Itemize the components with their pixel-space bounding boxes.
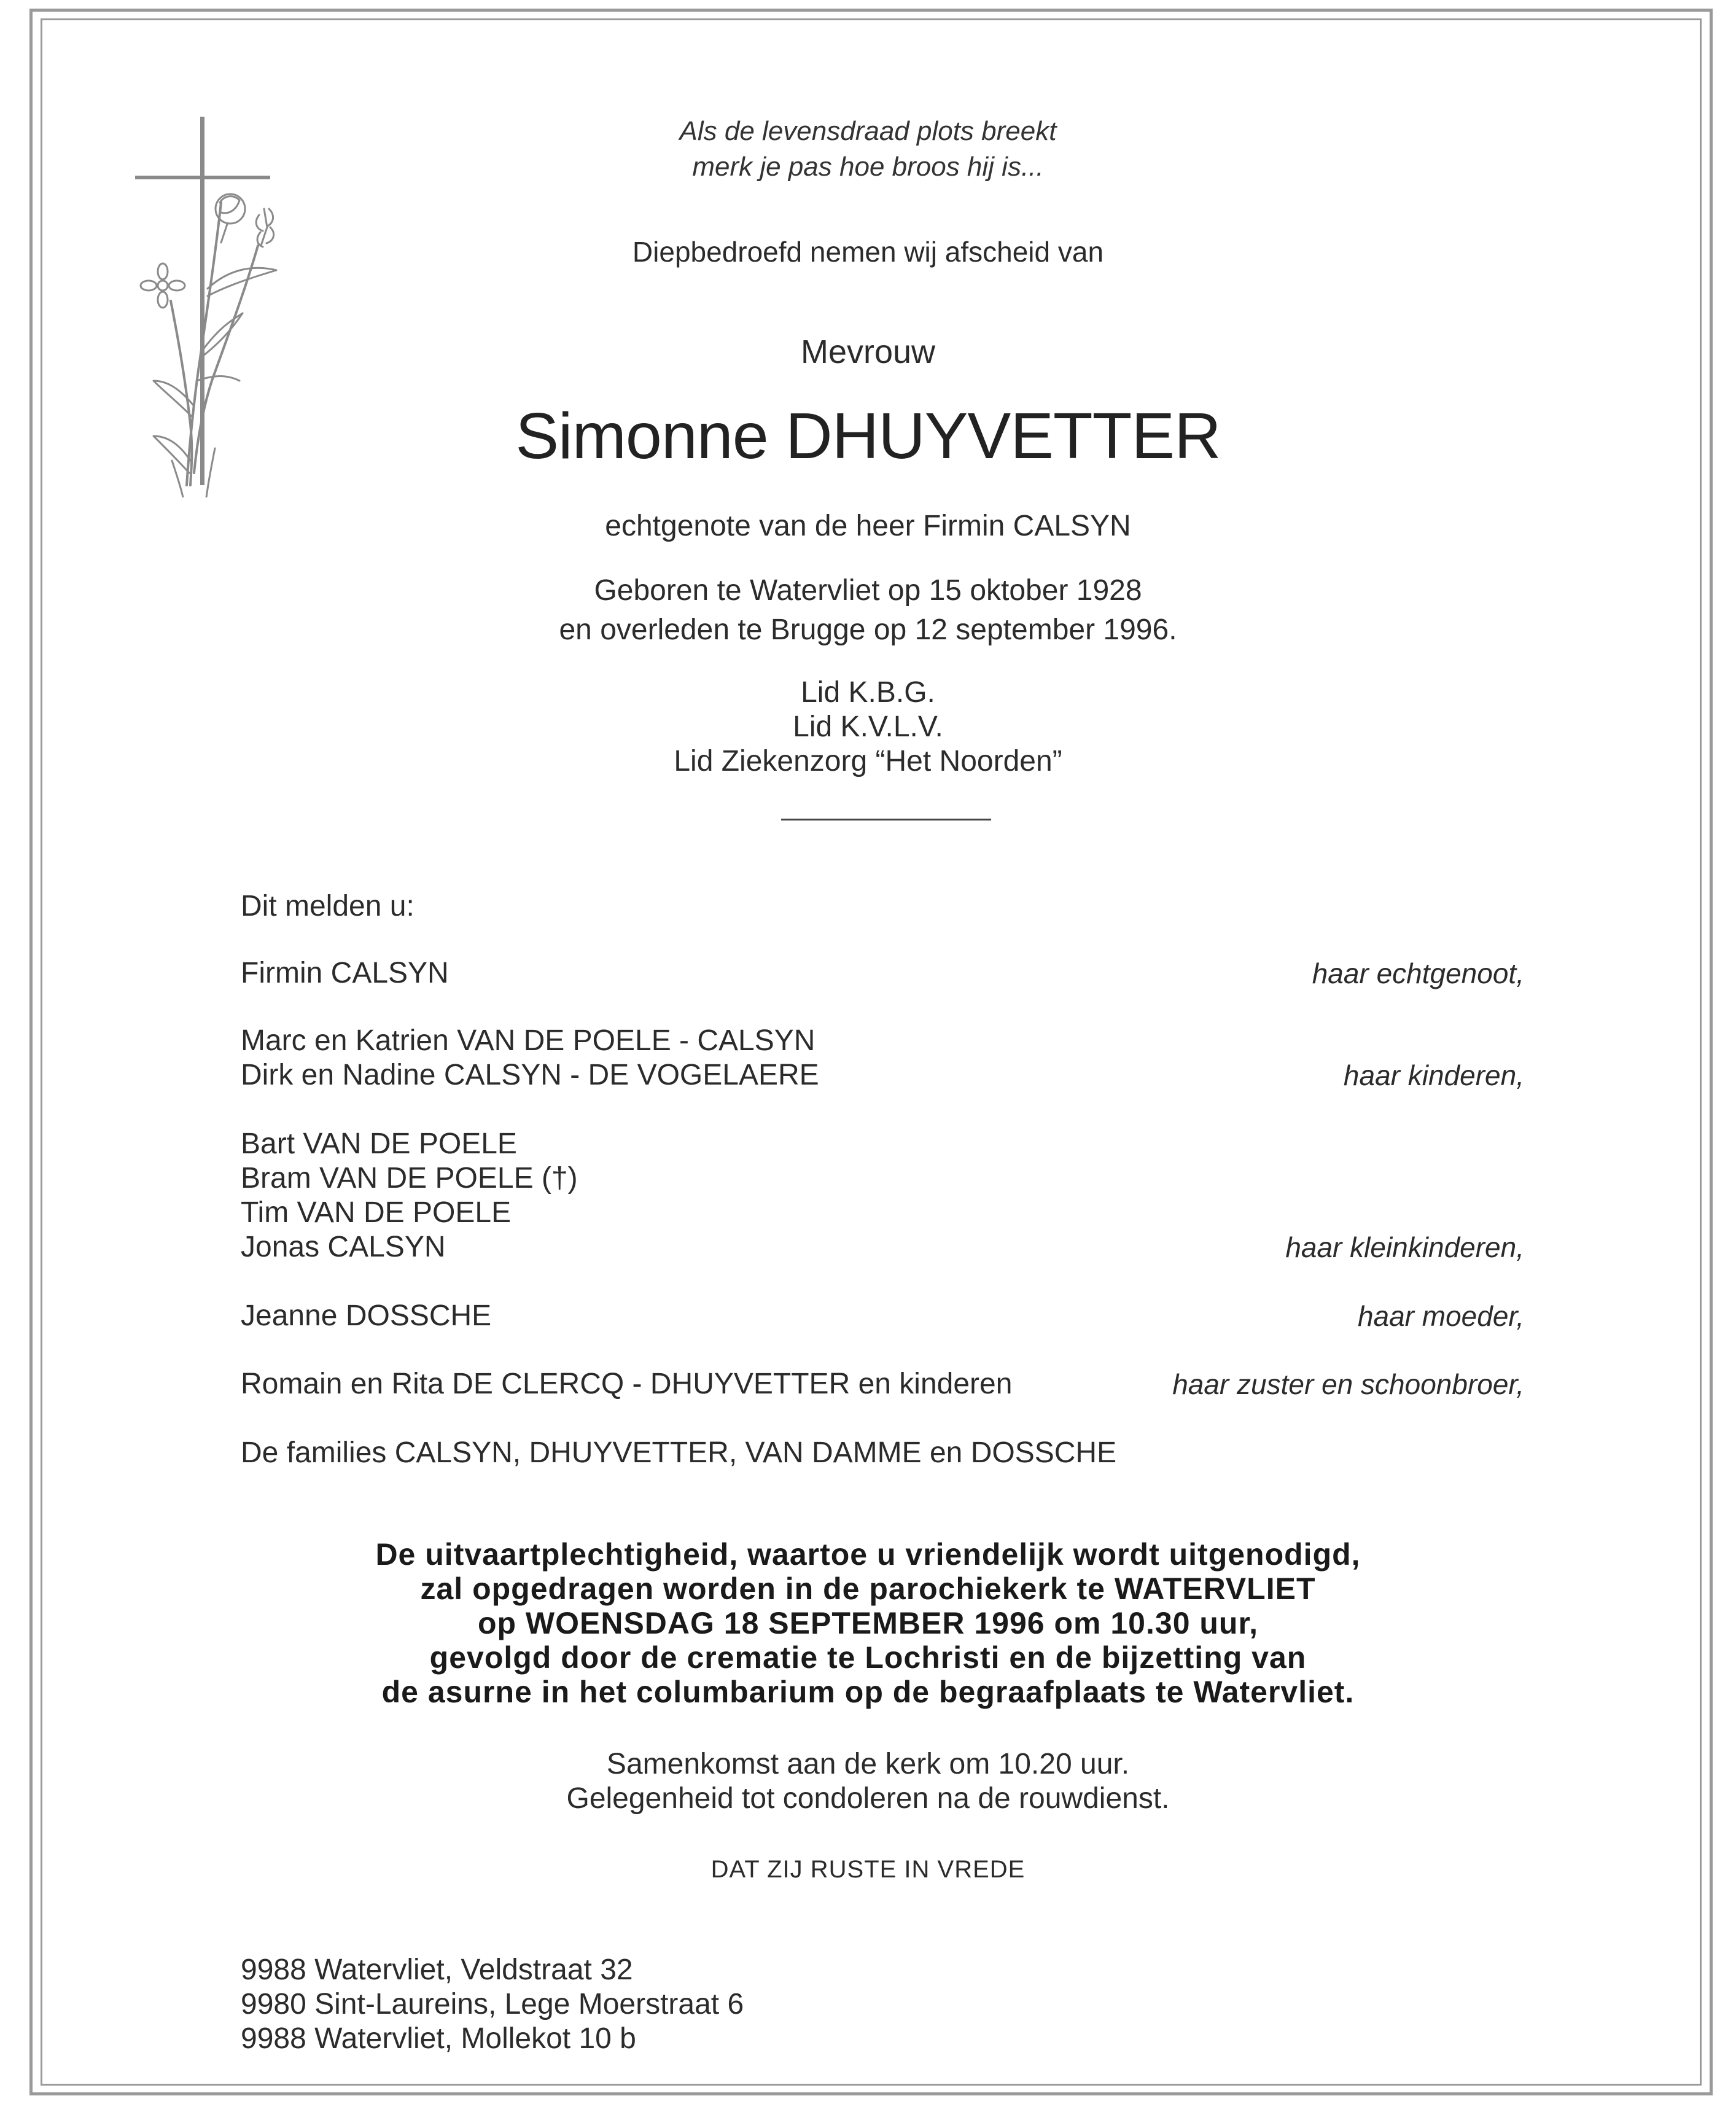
ceremony-notice bbox=[0, 1537, 1736, 1709]
mourner-group-sister bbox=[241, 1367, 1524, 1401]
mourner-name: Bram VAN DE POELE (†) bbox=[241, 1162, 578, 1194]
memberships bbox=[0, 676, 1736, 779]
mourner-name: Marc en Katrien VAN DE POELE - CALSYN bbox=[241, 1024, 815, 1057]
motto-line-2: merk je pas hoe broos hij is... bbox=[692, 152, 1044, 182]
mourner-group-grandchildren bbox=[241, 1127, 1524, 1264]
mourner-name: De families CALSYN, DHUYVETTER, VAN DAMME en DOSSCHE bbox=[241, 1436, 1117, 1469]
ceremony-line: zal opgedragen worden in de parochiekerk te WATERVLIET bbox=[420, 1572, 1316, 1606]
membership-item: Lid K.B.G. bbox=[801, 676, 935, 709]
motto bbox=[0, 114, 1736, 185]
spouse-line: echtgenote van de heer Firmin CALSYN bbox=[605, 510, 1131, 542]
gathering-info bbox=[0, 1747, 1736, 1816]
intro-text: Diepbedroefd nemen wij afscheid van bbox=[632, 236, 1104, 268]
mourner-relation: haar echtgenoot, bbox=[1312, 957, 1524, 989]
ceremony-line: gevolgd door de crematie te Lochristi en de bijzetting van bbox=[429, 1640, 1307, 1675]
address-line: 9980 Sint-Laureins, Lege Moerstraat 6 bbox=[241, 1988, 744, 2020]
addresses bbox=[241, 1953, 744, 2056]
address-line: 9988 Watervliet, Mollekot 10 b bbox=[241, 2022, 636, 2055]
deceased-name: Simonne DHUYVETTER bbox=[515, 400, 1221, 472]
motto-line-1: Als de levensdraad plots breekt bbox=[679, 116, 1057, 146]
mourner-name: Bart VAN DE POELE bbox=[241, 1128, 517, 1160]
mourner-name: Jonas CALSYN bbox=[241, 1231, 446, 1263]
announce-label: Dit melden u: bbox=[241, 890, 415, 922]
membership-item: Lid Ziekenzorg “Het Noorden” bbox=[674, 745, 1062, 777]
death-line: en overleden te Brugge op 12 september 1996. bbox=[559, 614, 1177, 646]
mourner-name: Dirk en Nadine CALSYN - DE VOGELAERE bbox=[241, 1059, 819, 1091]
mourner-relation: haar zuster en schoonbroer, bbox=[1172, 1368, 1524, 1400]
mourner-relation: haar kinderen, bbox=[1343, 1059, 1524, 1091]
mourner-name: Jeanne DOSSCHE bbox=[241, 1300, 492, 1332]
birth-line: Geboren te Watervliet op 15 oktober 1928 bbox=[594, 574, 1142, 607]
ceremony-line: op WOENSDAG 18 SEPTEMBER 1996 om 10.30 uur, bbox=[477, 1606, 1259, 1640]
life-dates bbox=[0, 571, 1736, 650]
mourner-group-spouse bbox=[241, 956, 1524, 991]
mourner-group-mother bbox=[241, 1299, 1524, 1333]
mourner-group-families bbox=[241, 1436, 1524, 1470]
membership-item: Lid K.V.L.V. bbox=[793, 711, 943, 743]
ceremony-line: de asurne in het columbarium op de begraafplaats te Watervliet. bbox=[381, 1675, 1355, 1709]
mourner-relation: haar moeder, bbox=[1357, 1300, 1524, 1332]
ceremony-line: De uitvaartplechtigheid, waartoe u vriendelijk wordt uitgenodigd, bbox=[375, 1537, 1361, 1572]
mourner-relation: haar kleinkinderen, bbox=[1285, 1231, 1524, 1263]
gathering-line: Samenkomst aan de kerk om 10.20 uur. bbox=[606, 1748, 1130, 1780]
gathering-line: Gelegenheid tot condoleren na de rouwdienst. bbox=[566, 1782, 1170, 1815]
mourner-group-children bbox=[241, 1024, 1524, 1093]
honorific: Mevrouw bbox=[800, 333, 936, 370]
mourner-name: Firmin CALSYN bbox=[241, 957, 449, 989]
mourner-name: Romain en Rita DE CLERCQ - DHUYVETTER en kinderen bbox=[241, 1368, 1013, 1400]
separator-line bbox=[781, 819, 991, 820]
address-line: 9988 Watervliet, Veldstraat 32 bbox=[241, 1954, 633, 1986]
farewell-text: DAT ZIJ RUSTE IN VREDE bbox=[710, 1856, 1026, 1883]
mourner-name: Tim VAN DE POELE bbox=[241, 1196, 512, 1229]
